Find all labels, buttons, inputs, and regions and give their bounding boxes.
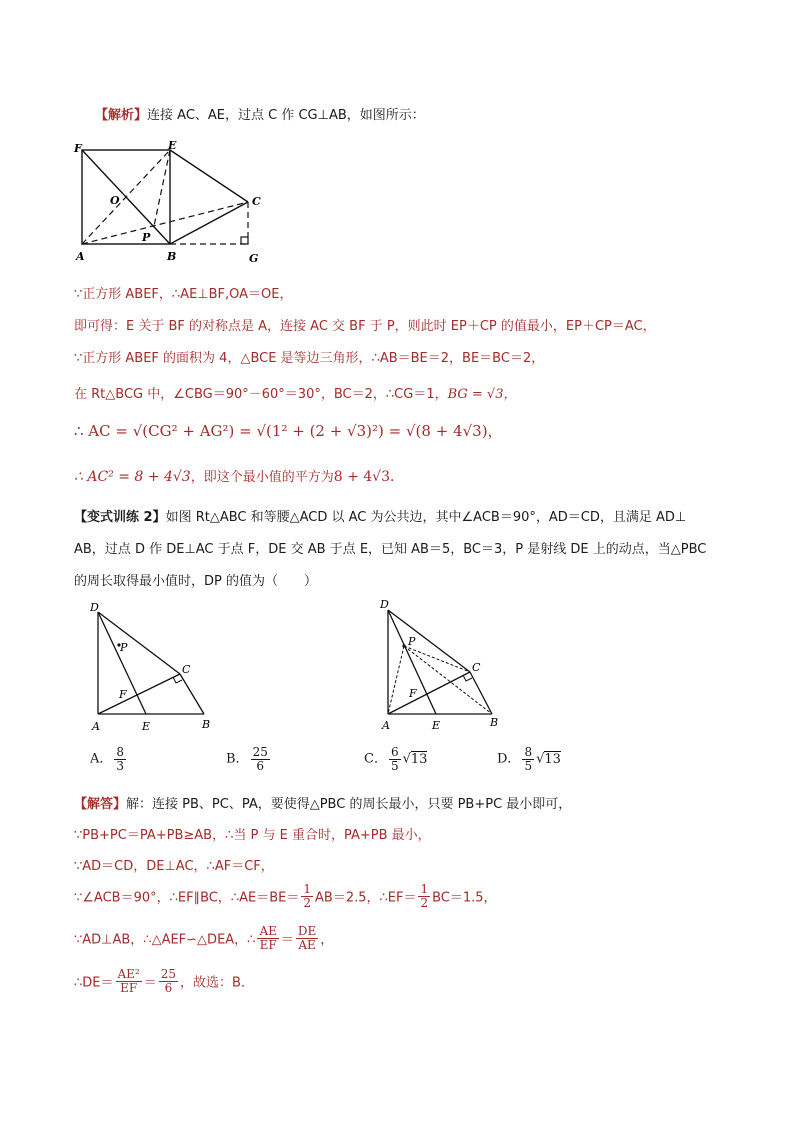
analysis-line-3: ∵正方形 ABEF 的面积为 4，△BCE 是等边三角形，∴AB＝BE＝2，BE＝BC＝2， xyxy=(74,351,545,366)
fig2-label-F: F xyxy=(119,688,127,701)
option-d-rad: 13 xyxy=(544,751,561,767)
label-F: F xyxy=(74,142,82,155)
fig3-label-C: C xyxy=(472,661,481,674)
fig2-label-B: B xyxy=(202,718,211,731)
option-d-den: 5 xyxy=(524,758,533,773)
label-E: E xyxy=(168,140,177,152)
analysis-tag: 【解析】 xyxy=(95,108,148,123)
fig2-label-E: E xyxy=(142,720,151,733)
option-c[interactable]: C． $\frac{6}{5}$ √13 xyxy=(364,745,428,773)
answer-line-5 xyxy=(74,925,333,951)
answer-tag: 【解答】 xyxy=(74,797,127,812)
label-G: G xyxy=(249,252,259,265)
answer-line-4 xyxy=(74,883,497,909)
analysis-intro-text: 连接 AC、AE，过点 C 作 CG⊥AB，如图所示： xyxy=(147,108,425,123)
analysis-line-6a: ∴ AC² = 8 + 4√3 xyxy=(74,469,191,485)
fig3-label-A: A xyxy=(382,719,390,732)
option-a-num: 8 xyxy=(116,745,125,759)
option-c-letter: C． xyxy=(364,751,387,767)
analysis-line-2: 即可得：E 关于 BF 的对称点是 A，连接 AC 交 BF 于 P，则此时 EP＋CP 的值最小，EP＋CP＝AC， xyxy=(74,319,656,334)
answer-line-6-f1d: EF xyxy=(120,980,138,995)
option-b[interactable] xyxy=(226,746,272,772)
answer-line-6a: ∴DE＝ xyxy=(74,975,114,991)
answer-line-6 xyxy=(74,968,254,994)
answer-line-5-f2d: AE xyxy=(298,937,316,952)
answer-line-5a: ∵AD⊥AB，∴△AEF∽△DEA，∴ xyxy=(74,932,256,948)
option-c-num: 6 xyxy=(390,745,399,759)
option-b-num: 25 xyxy=(252,745,268,759)
answer-line-6-f1n: AE² xyxy=(117,967,140,981)
answer-line-4-f2n: 1 xyxy=(420,882,429,896)
option-d[interactable]: D． $\frac{8}{5}$ √13 xyxy=(497,745,561,773)
fig3-label-F: F xyxy=(409,687,417,700)
label-O: O xyxy=(110,194,120,207)
answer-line-5b: ， xyxy=(320,932,334,948)
exercise-line-3: 的周长取得最小值时，DP 的值为（ ） xyxy=(74,574,317,589)
answer-line-4-f1n: 1 xyxy=(303,882,312,896)
analysis-line-4b: BG = √3， xyxy=(447,387,517,402)
fig3-label-D: D xyxy=(380,598,389,611)
analysis-line-4a: 在 Rt△BCG 中，∠CBG＝90°－60°＝30°，BC＝2，∴CG＝1， xyxy=(74,387,448,402)
figure-square-triangle xyxy=(70,140,270,270)
figure-rt-triangle-2 xyxy=(372,596,512,736)
option-d-letter: D． xyxy=(497,751,521,767)
exercise-line-2: AB，过点 D 作 DE⊥AC 于点 F，DE 交 AB 于点 E，已知 AB＝5，BC＝3，P 是射线 DE 上的动点，当△PBC xyxy=(74,542,707,557)
analysis-line-6d: ． xyxy=(390,469,404,485)
fig2-label-C: C xyxy=(182,663,191,676)
option-b-letter: B． xyxy=(226,751,249,767)
option-c-den: 5 xyxy=(390,758,399,773)
analysis-intro xyxy=(95,104,425,123)
analysis-line-4 xyxy=(74,383,517,402)
answer-line-6-f2n: 25 xyxy=(160,967,177,981)
label-A: A xyxy=(76,250,85,263)
fig3-label-P: P xyxy=(408,635,416,648)
fig2-label-A: A xyxy=(92,720,100,733)
fig2-label-D: D xyxy=(90,601,99,614)
exercise-text-1: 如图 Rt△ABC 和等腰△ACD 以 AC 为公共边，其中∠ACB＝90°，AD＝CD，且满足 AD⊥ xyxy=(165,510,687,525)
answer-line-5-f2n: DE xyxy=(297,924,317,938)
option-a[interactable] xyxy=(90,746,128,772)
analysis-line-6c: 8 + 4√3 xyxy=(333,469,390,485)
answer-line-6-f2d: 6 xyxy=(164,980,173,995)
label-B: B xyxy=(167,250,177,263)
answer-line-6b: ，故选：B． xyxy=(180,975,254,991)
fig2-label-P: P xyxy=(120,641,128,654)
option-a-den: 3 xyxy=(116,758,125,773)
analysis-line-6 xyxy=(74,466,404,486)
option-a-letter: A． xyxy=(90,751,113,767)
figure-rt-triangle-1 xyxy=(82,598,222,738)
answer-line-2: ∵PB+PC＝PA+PB≥AB，∴当 P 与 E 重合时，PA+PB 最小， xyxy=(74,828,431,843)
analysis-line-6b: ，即这个最小值的平方为 xyxy=(190,470,334,485)
label-P: P xyxy=(142,231,151,244)
analysis-line-1: ∵正方形 ABEF，∴AE⊥BF,OA＝OE， xyxy=(74,287,293,302)
option-c-rad: 13 xyxy=(410,751,428,767)
answer-line-6-eq: ＝ xyxy=(143,975,157,991)
answer-line-1 xyxy=(74,793,571,812)
analysis-line-5: ∴ AC = √(CG² + AG²) = √(1² + (2 + √3)²) = √(8 + 4√3)， xyxy=(74,422,503,440)
fig3-label-E: E xyxy=(432,719,441,732)
answer-line-4-f1d: 2 xyxy=(303,895,312,910)
answer-line-5-f1n: AE xyxy=(259,924,277,938)
option-d-num: 8 xyxy=(524,745,533,759)
label-C: C xyxy=(252,195,261,208)
answer-line-4-f2d: 2 xyxy=(420,895,429,910)
answer-line-3: ∵AD＝CD，DE⊥AC，∴AF＝CF， xyxy=(74,859,274,874)
exercise-tag: 【变式训练 2】 xyxy=(74,510,166,525)
answer-line-4c: BC＝1.5， xyxy=(432,890,497,906)
fig3-label-B: B xyxy=(490,716,499,729)
answer-line-4b: AB＝2.5，∴EF＝ xyxy=(315,890,417,906)
exercise-line-1 xyxy=(74,506,686,525)
answer-line-5-f1d: EF xyxy=(259,937,277,952)
option-b-den: 6 xyxy=(256,758,265,773)
answer-line-5-eq: ＝ xyxy=(280,932,294,948)
answer-text-1: 解：连接 PB、PC、PA，要使得△PBC 的周长最小，只要 PB+PC 最小即可， xyxy=(126,797,572,812)
answer-line-4a: ∵∠ACB＝90°，∴EF∥BC，∴AE＝BE＝ xyxy=(74,890,300,906)
